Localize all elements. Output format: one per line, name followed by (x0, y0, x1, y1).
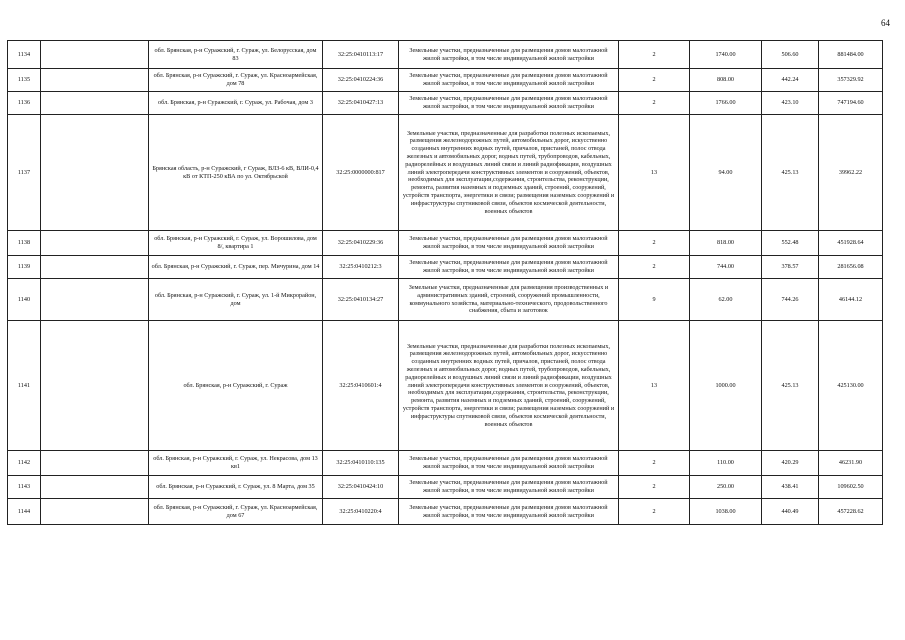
blank-cell (41, 69, 149, 92)
area-cell: 1740.00 (690, 41, 762, 69)
land-use-cell: Земельные участки, предназначенные для размещения домов малоэтажной жилой застройки, в том числе индивидуальной жилой застройки (399, 451, 619, 476)
area-cell: 1038.00 (690, 499, 762, 525)
area-cell: 808.00 (690, 69, 762, 92)
table-row (8, 451, 883, 476)
blank-cell (41, 476, 149, 499)
land-use-cell: Земельные участки, предназначенные для разработки полезных ископаемых, размещения железнодорожных путей, автомобильных дорог, искусственно созданных внутренних водных путей, причалов, пристаней, полос отвода железных и автомобильных дорог, водных путей, трубопроводов, кабельных, радиорелейных и воздушных линий связи и линий радиофикации, воздушных линий электропередачи конструктивных элементов и сооружений, объектов, необходимых для эксплуатации,содержания, строительства, реконструкции, ремонта, развития наземных и подземных зданий, строений, сооружений, устройств транспорта, энергетики и связи; размещения наземных сооружений и инфраструктуры спутниковой связи, объектов космической деятельности, военных объектов (399, 321, 619, 451)
page-number: 64 (881, 18, 890, 28)
unit-value-cell: 506.60 (762, 41, 819, 69)
unit-value-cell: 552.48 (762, 231, 819, 256)
group-code-cell: 2 (619, 69, 690, 92)
cadastral-value-cell: 39962.22 (819, 115, 883, 231)
group-code-cell: 2 (619, 499, 690, 525)
area-cell: 62.00 (690, 279, 762, 321)
row-number: 1143 (8, 476, 41, 499)
table-row (8, 256, 883, 279)
cadastral-value-cell: 109602.50 (819, 476, 883, 499)
group-code-cell: 9 (619, 279, 690, 321)
row-number: 1137 (8, 115, 41, 231)
area-cell: 94.00 (690, 115, 762, 231)
land-use-cell: Земельные участки, предназначенные для размещения домов малоэтажной жилой застройки, в том числе индивидуальной жилой застройки (399, 69, 619, 92)
address-cell: обл. Брянская, р-н Суражский, г. Сураж, ул. Ворошилова, дом 8/, квартира 1 (149, 231, 323, 256)
cadastral-value-cell: 451928.64 (819, 231, 883, 256)
area-cell: 1766.00 (690, 92, 762, 115)
row-number: 1134 (8, 41, 41, 69)
address-cell: обл. Брянская, р-н Суражский, г. Сураж, ул. Красноармейская, дом 78 (149, 69, 323, 92)
blank-cell (41, 92, 149, 115)
group-code-cell: 2 (619, 92, 690, 115)
land-use-cell: Земельные участки, предназначенные для размещения домов малоэтажной жилой застройки, в том числе индивидуальной жилой застройки (399, 256, 619, 279)
area-cell: 818.00 (690, 231, 762, 256)
cadastral-number-cell: 32:25:0410134:27 (323, 279, 399, 321)
cadastral-value-cell: 46231.90 (819, 451, 883, 476)
address-cell: обл. Брянская, р-н Суражский, г. Сураж, пер. Мичурина, дом 14 (149, 256, 323, 279)
land-use-cell: Земельные участки, предназначенные для разработки полезных ископаемых, размещения железнодорожных путей, автомобильных дорог, искусственно созданных внутренних водных путей, причалов, пристаней, полос отвода железных и автомобильных дорог, водных путей, трубопроводов, кабельных, радиорелейных и воздушных линий связи и линий радиофикации, воздушных линий электропередачи конструктивных элементов и сооружений, объектов, необходимых для эксплуатации,содержания, строительства, реконструкции, ремонта, развития наземных и подземных зданий, строений, сооружений, устройств транспорта, энергетики и связи; размещения наземных сооружений и инфраструктуры спутниковой связи, объектов космической деятельности, военных объектов (399, 115, 619, 231)
land-use-cell: Земельные участки, предназначенные для размещения домов малоэтажной жилой застройки, в том числе индивидуальной жилой застройки (399, 41, 619, 69)
address-cell: обл. Брянская, р-н Суражский, г. Сураж, ул. 1-й Микрорайон, дом (149, 279, 323, 321)
group-code-cell: 13 (619, 321, 690, 451)
table-row (8, 279, 883, 321)
table-row (8, 499, 883, 525)
cadastral-value-cell: 425130.00 (819, 321, 883, 451)
group-code-cell: 2 (619, 451, 690, 476)
cadastral-value-cell: 881484.00 (819, 41, 883, 69)
table-row (8, 41, 883, 69)
cadastral-value-cell: 357329.92 (819, 69, 883, 92)
group-code-cell: 2 (619, 256, 690, 279)
unit-value-cell: 420.29 (762, 451, 819, 476)
land-use-cell: Земельные участки, предназначенные для размещения домов малоэтажной жилой застройки, в том числе индивидуальной жилой застройки (399, 476, 619, 499)
cadastral-number-cell: 32:25:0410427:13 (323, 92, 399, 115)
table-row (8, 231, 883, 256)
land-use-cell: Земельные участки, предназначенные для размещения домов малоэтажной жилой застройки, в том числе индивидуальной жилой застройки (399, 499, 619, 525)
area-cell: 250.00 (690, 476, 762, 499)
blank-cell (41, 499, 149, 525)
row-number: 1135 (8, 69, 41, 92)
blank-cell (41, 41, 149, 69)
address-cell: обл. Брянская, р-н Суражский, г. Сураж, ул. Некрасова, дом 13 кв1 (149, 451, 323, 476)
blank-cell (41, 231, 149, 256)
area-cell: 110.00 (690, 451, 762, 476)
row-number: 1140 (8, 279, 41, 321)
unit-value-cell: 378.57 (762, 256, 819, 279)
area-cell: 744.00 (690, 256, 762, 279)
land-use-cell: Земельные участки, предназначенные для размещения производственных и административных зданий, строений, сооружений промышленности, коммунального хозяйства, материально-технического, продовольственного снабжения, сбыта и заготовок (399, 279, 619, 321)
blank-cell (41, 279, 149, 321)
land-use-cell: Земельные участки, предназначенные для размещения домов малоэтажной жилой застройки, в том числе индивидуальной жилой застройки (399, 92, 619, 115)
blank-cell (41, 321, 149, 451)
address-cell: обл. Брянская, р-н Суражский, г. Сураж, ул. Белорусская, дом 83 (149, 41, 323, 69)
address-cell: обл. Брянская, р-н Суражский, г. Сураж, ул. Рабочая, дом 3 (149, 92, 323, 115)
cadastral-number-cell: 32:25:0410424:10 (323, 476, 399, 499)
row-number: 1141 (8, 321, 41, 451)
cadastral-number-cell: 32:25:0410229:36 (323, 231, 399, 256)
cadastral-value-cell: 46144.12 (819, 279, 883, 321)
cadastral-number-cell: 32:25:0410110:135 (323, 451, 399, 476)
row-number: 1142 (8, 451, 41, 476)
row-number: 1139 (8, 256, 41, 279)
cadastral-number-cell: 32:25:0410601:4 (323, 321, 399, 451)
unit-value-cell: 438.41 (762, 476, 819, 499)
unit-value-cell: 744.26 (762, 279, 819, 321)
unit-value-cell: 440.49 (762, 499, 819, 525)
cadastral-value-cell: 457228.62 (819, 499, 883, 525)
cadastral-value-cell: 281656.08 (819, 256, 883, 279)
group-code-cell: 2 (619, 476, 690, 499)
address-cell: обл. Брянская, р-н Суражский, г. Сураж (149, 321, 323, 451)
group-code-cell: 2 (619, 231, 690, 256)
land-use-cell: Земельные участки, предназначенные для размещения домов малоэтажной жилой застройки, в том числе индивидуальной жилой застройки (399, 231, 619, 256)
table-row (8, 321, 883, 451)
cadastral-number-cell: 32:25:0410224:36 (323, 69, 399, 92)
address-cell: обл. Брянская, р-н Суражский, г. Сураж, ул. 8 Марта, дом 35 (149, 476, 323, 499)
blank-cell (41, 115, 149, 231)
row-number: 1144 (8, 499, 41, 525)
table-row (8, 69, 883, 92)
table-row (8, 92, 883, 115)
address-cell: обл. Брянская, р-н Суражский, г. Сураж, ул. Красноармейская, дом 67 (149, 499, 323, 525)
blank-cell (41, 451, 149, 476)
cadastral-number-cell: 32:25:0410113:17 (323, 41, 399, 69)
table-row (8, 115, 883, 231)
blank-cell (41, 256, 149, 279)
address-cell: Брянская область, р-н Суражский, г Сураж, ВЛЗ-6 кВ, ВЛИ-0,4 кВ от КТП-250 кВА по ул. Октябрьской (149, 115, 323, 231)
group-code-cell: 2 (619, 41, 690, 69)
area-cell: 1000.00 (690, 321, 762, 451)
unit-value-cell: 442.24 (762, 69, 819, 92)
land-registry-table (7, 40, 883, 525)
unit-value-cell: 423.10 (762, 92, 819, 115)
cadastral-number-cell: 32:25:0410220:4 (323, 499, 399, 525)
unit-value-cell: 425.13 (762, 115, 819, 231)
cadastral-value-cell: 747194.60 (819, 92, 883, 115)
row-number: 1138 (8, 231, 41, 256)
unit-value-cell: 425.13 (762, 321, 819, 451)
row-number: 1136 (8, 92, 41, 115)
group-code-cell: 13 (619, 115, 690, 231)
cadastral-number-cell: 32:25:0000000:817 (323, 115, 399, 231)
table-row (8, 476, 883, 499)
cadastral-number-cell: 32:25:0410212:3 (323, 256, 399, 279)
